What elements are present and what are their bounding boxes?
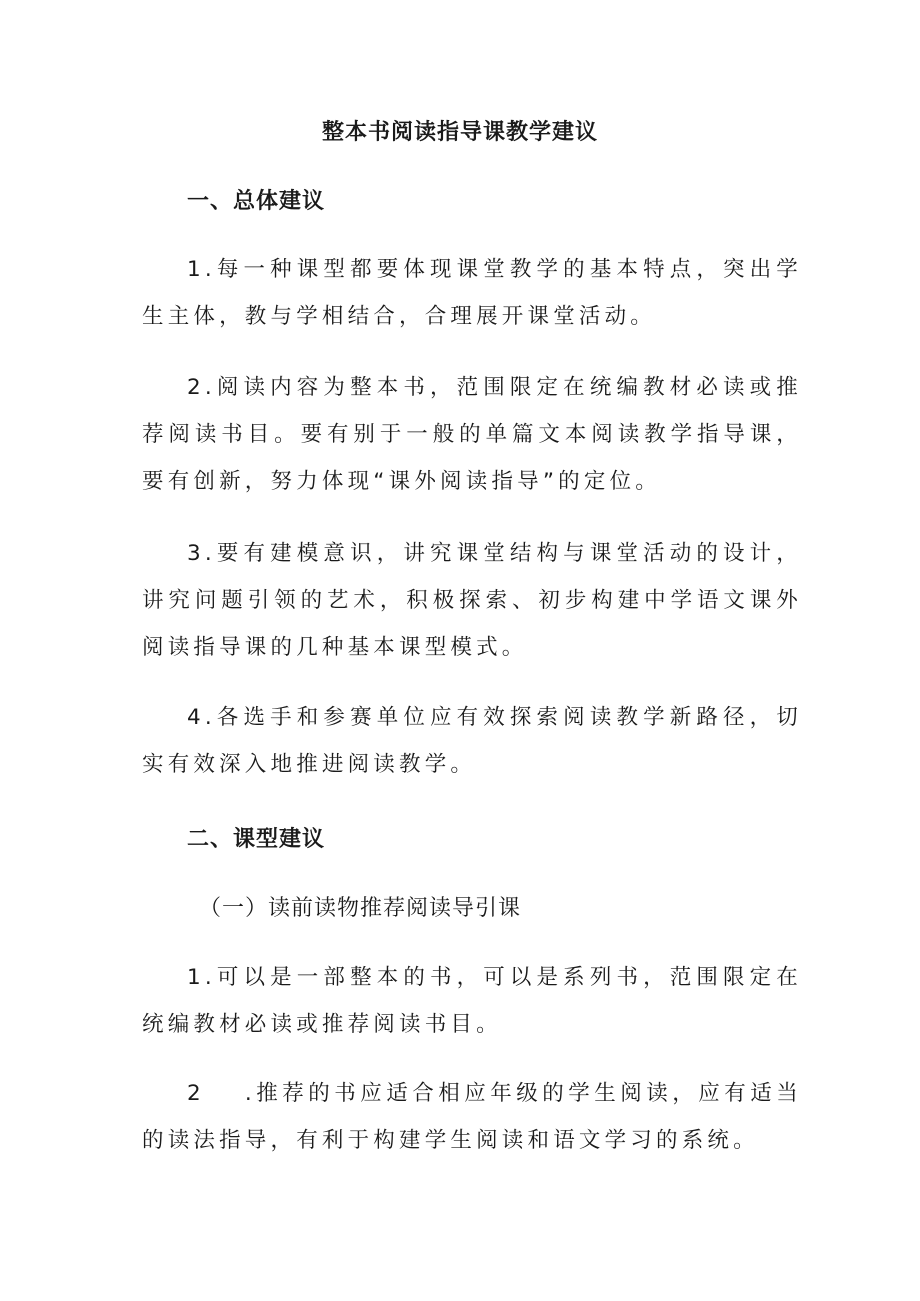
subsection-heading-pre-reading: （一）读前读物推荐阅读导引课 xyxy=(199,896,522,921)
paragraph-text: .推荐的书应适合相应年级的学生阅读，应有适当的读法指导，有利于构建学生阅读和语文学习的系统。 xyxy=(142,1081,802,1153)
paragraph-overall-4 xyxy=(142,694,802,788)
document-title: 整本书阅读指导课教学建议 xyxy=(321,120,598,145)
paragraph-number: 2 xyxy=(187,1081,205,1106)
paragraph-text: .各选手和参赛单位应有效探索阅读教学新路径，切实有效深入地推进阅读教学。 xyxy=(142,705,802,777)
paragraph-overall-1 xyxy=(142,246,802,340)
paragraph-number: 1 xyxy=(187,257,205,282)
section-heading-course-types: 二、课型建议 xyxy=(187,827,326,852)
paragraph-overall-2 xyxy=(142,364,802,505)
paragraph-number: 3 xyxy=(187,541,205,566)
paragraph-number: 2 xyxy=(187,375,205,400)
paragraph-text: .阅读内容为整本书，范围限定在统编教材必读或推荐阅读书目。要有别于一般的单篇文本阅读教学指导课，要有创新，努力体现“课外阅读指导”的定位。 xyxy=(142,375,802,494)
paragraph-text: .可以是一部整本的书，可以是系列书，范围限定在统编教材必读或推荐阅读书目。 xyxy=(142,965,802,1037)
paragraph-number: 1 xyxy=(187,965,205,990)
paragraph-course-2 xyxy=(142,1070,802,1164)
paragraph-text: .要有建模意识，讲究课堂结构与课堂活动的设计，讲究问题引领的艺术，积极探索、初步构建中学语文课外阅读指导课的几种基本课型模式。 xyxy=(142,541,802,660)
paragraph-overall-3 xyxy=(142,530,802,671)
section-heading-overall: 一、总体建议 xyxy=(187,189,326,214)
paragraph-text: .每一种课型都要体现课堂教学的基本特点，突出学生主体，教与学相结合，合理展开课堂活动。 xyxy=(142,257,802,329)
paragraph-number: 4 xyxy=(187,705,205,730)
paragraph-course-1 xyxy=(142,954,802,1048)
